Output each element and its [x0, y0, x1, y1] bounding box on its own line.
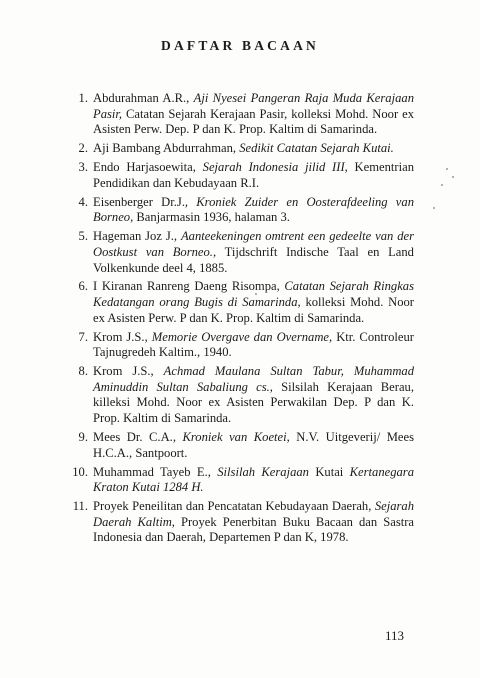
bibliography-entry: [64, 499, 414, 546]
entry-text: Krom J.S.,: [93, 364, 164, 379]
entry-title: Sejarah Indonesia jilid III,: [202, 160, 348, 175]
bibliography-entry: [64, 279, 414, 326]
entry-text: Ktr. Controleur Tajnugredeh Kaltim., 1940.: [93, 329, 414, 360]
entry-title: Kertanegara Kraton Kutai 1284 H.: [93, 464, 415, 495]
entry-number: 11.: [72, 499, 88, 514]
entry-text: Proyek Penerbitan Buku Bacaan dan Sastra Indonesia dan Daerah, Departemen P dan K, 1978.: [93, 514, 415, 545]
scan-speck: [433, 207, 435, 209]
entry-text: I Kiranan Ranreng Daeng Risompa,: [93, 279, 285, 294]
entry-title: Memorie Overgave dan Overname,: [151, 329, 333, 344]
entry-text: Silsilah Kerajaan Berau, killeksi Mohd. Noor ex Asisten Perwakilan Dep. P dan K. Prop. Kaltim di Samarinda.: [93, 379, 414, 426]
page-number: 113: [385, 628, 405, 643]
bibliography-entry: [64, 330, 414, 361]
scan-speck: [452, 176, 454, 178]
entry-number: 1.: [78, 91, 88, 105]
entry-title: Silsilah Kerajaan: [217, 464, 309, 479]
entry-text: Muhammad Tayeb E.,: [93, 464, 218, 479]
entry-text: Catatan Sejarah Kerajaan Pasir, kolleksi Mohd. Noor ex Asisten Perw. Dep. P dan K. Prop. Kaltim di Samarinda.: [93, 106, 414, 137]
entry-text: Banjarmasin 1936, halaman 3.: [133, 210, 290, 225]
bibliography-entry: [64, 141, 414, 157]
entry-title: Catatan Sejarah Ringkas Kedatangan orang Bugis di Samarinda,: [93, 279, 414, 310]
entry-text: Hageman Joz J.,: [93, 229, 181, 244]
entry-title: Sedikit Catatan Sejarah Kutai.: [239, 141, 394, 156]
entry-title: Kroniek van Koetei,: [182, 430, 290, 444]
entry-title: Aanteekeningen omtrent een gedeelte van der Oostkust van Borneo.,: [93, 229, 414, 259]
entry-text: N.V. Uitgeverij/ Mees H.C.A., Santpoort.: [93, 430, 414, 460]
entry-number: 2.: [78, 141, 88, 156]
entry-number: 3.: [78, 160, 88, 175]
scan-speck: [446, 168, 448, 170]
bibliography-entry: [64, 430, 414, 461]
entry-text: Endo Harjasoewita,: [93, 160, 203, 175]
entry-number: 5.: [78, 229, 88, 244]
entry-text: Kutai: [308, 464, 350, 479]
entry-title: Aji Nyesei Pangeran Raja Muda Kerajaan Pasir,: [93, 91, 414, 121]
entry-text: Proyek Peneilitan dan Pencatatan Kebudayaan Daerah,: [93, 499, 375, 514]
bibliography-entry: [64, 465, 414, 496]
entry-number: 4.: [78, 194, 88, 209]
bibliography-list: [64, 91, 414, 549]
entry-number: 8.: [78, 364, 88, 379]
entry-text: Aji Bambang Abdurrahman,: [93, 141, 240, 156]
entry-text: Abdurahman A.R.,: [93, 91, 194, 105]
bibliography-entry: [64, 364, 414, 426]
entry-title: Sejarah Daerah Kaltim,: [93, 499, 414, 529]
entry-text: Eisenberger Dr.J.,: [93, 194, 197, 209]
bibliography-entry: [64, 91, 414, 138]
entry-number: 9.: [78, 430, 88, 444]
bibliography-entry: [64, 195, 414, 226]
scan-speck: [441, 184, 443, 186]
page-title: DAFTAR BACAAN: [161, 38, 319, 53]
entry-number: 7.: [78, 329, 88, 344]
bibliography-entry: [64, 229, 414, 276]
entry-number: 6.: [78, 279, 88, 294]
entry-text: kolleksi Mohd. Noor ex Asisten Perw. P dan K. Prop. Kaltim di Samarinda.: [93, 295, 414, 325]
entry-text: Krom J.S.,: [93, 329, 152, 344]
entry-text: Tijdschrift Indische Taal en Land Volkenkunde deel 4, 1885.: [93, 244, 414, 275]
entry-text: Kementrian Pendidikan dan Kebudayaan R.I.: [93, 160, 414, 190]
entry-text: Mees Dr. C.A.,: [93, 430, 183, 444]
entry-number: 10.: [72, 464, 88, 479]
entry-title: Kroniek Zuider en Oosterafdeeling van Borneo,: [93, 194, 414, 225]
entry-title: Achmad Maulana Sultan Tabur, Muhammad Aminuddin Sultan Sabaliung cs.,: [93, 364, 415, 394]
scan-speck: [255, 293, 257, 295]
bibliography-entry: [64, 160, 414, 191]
